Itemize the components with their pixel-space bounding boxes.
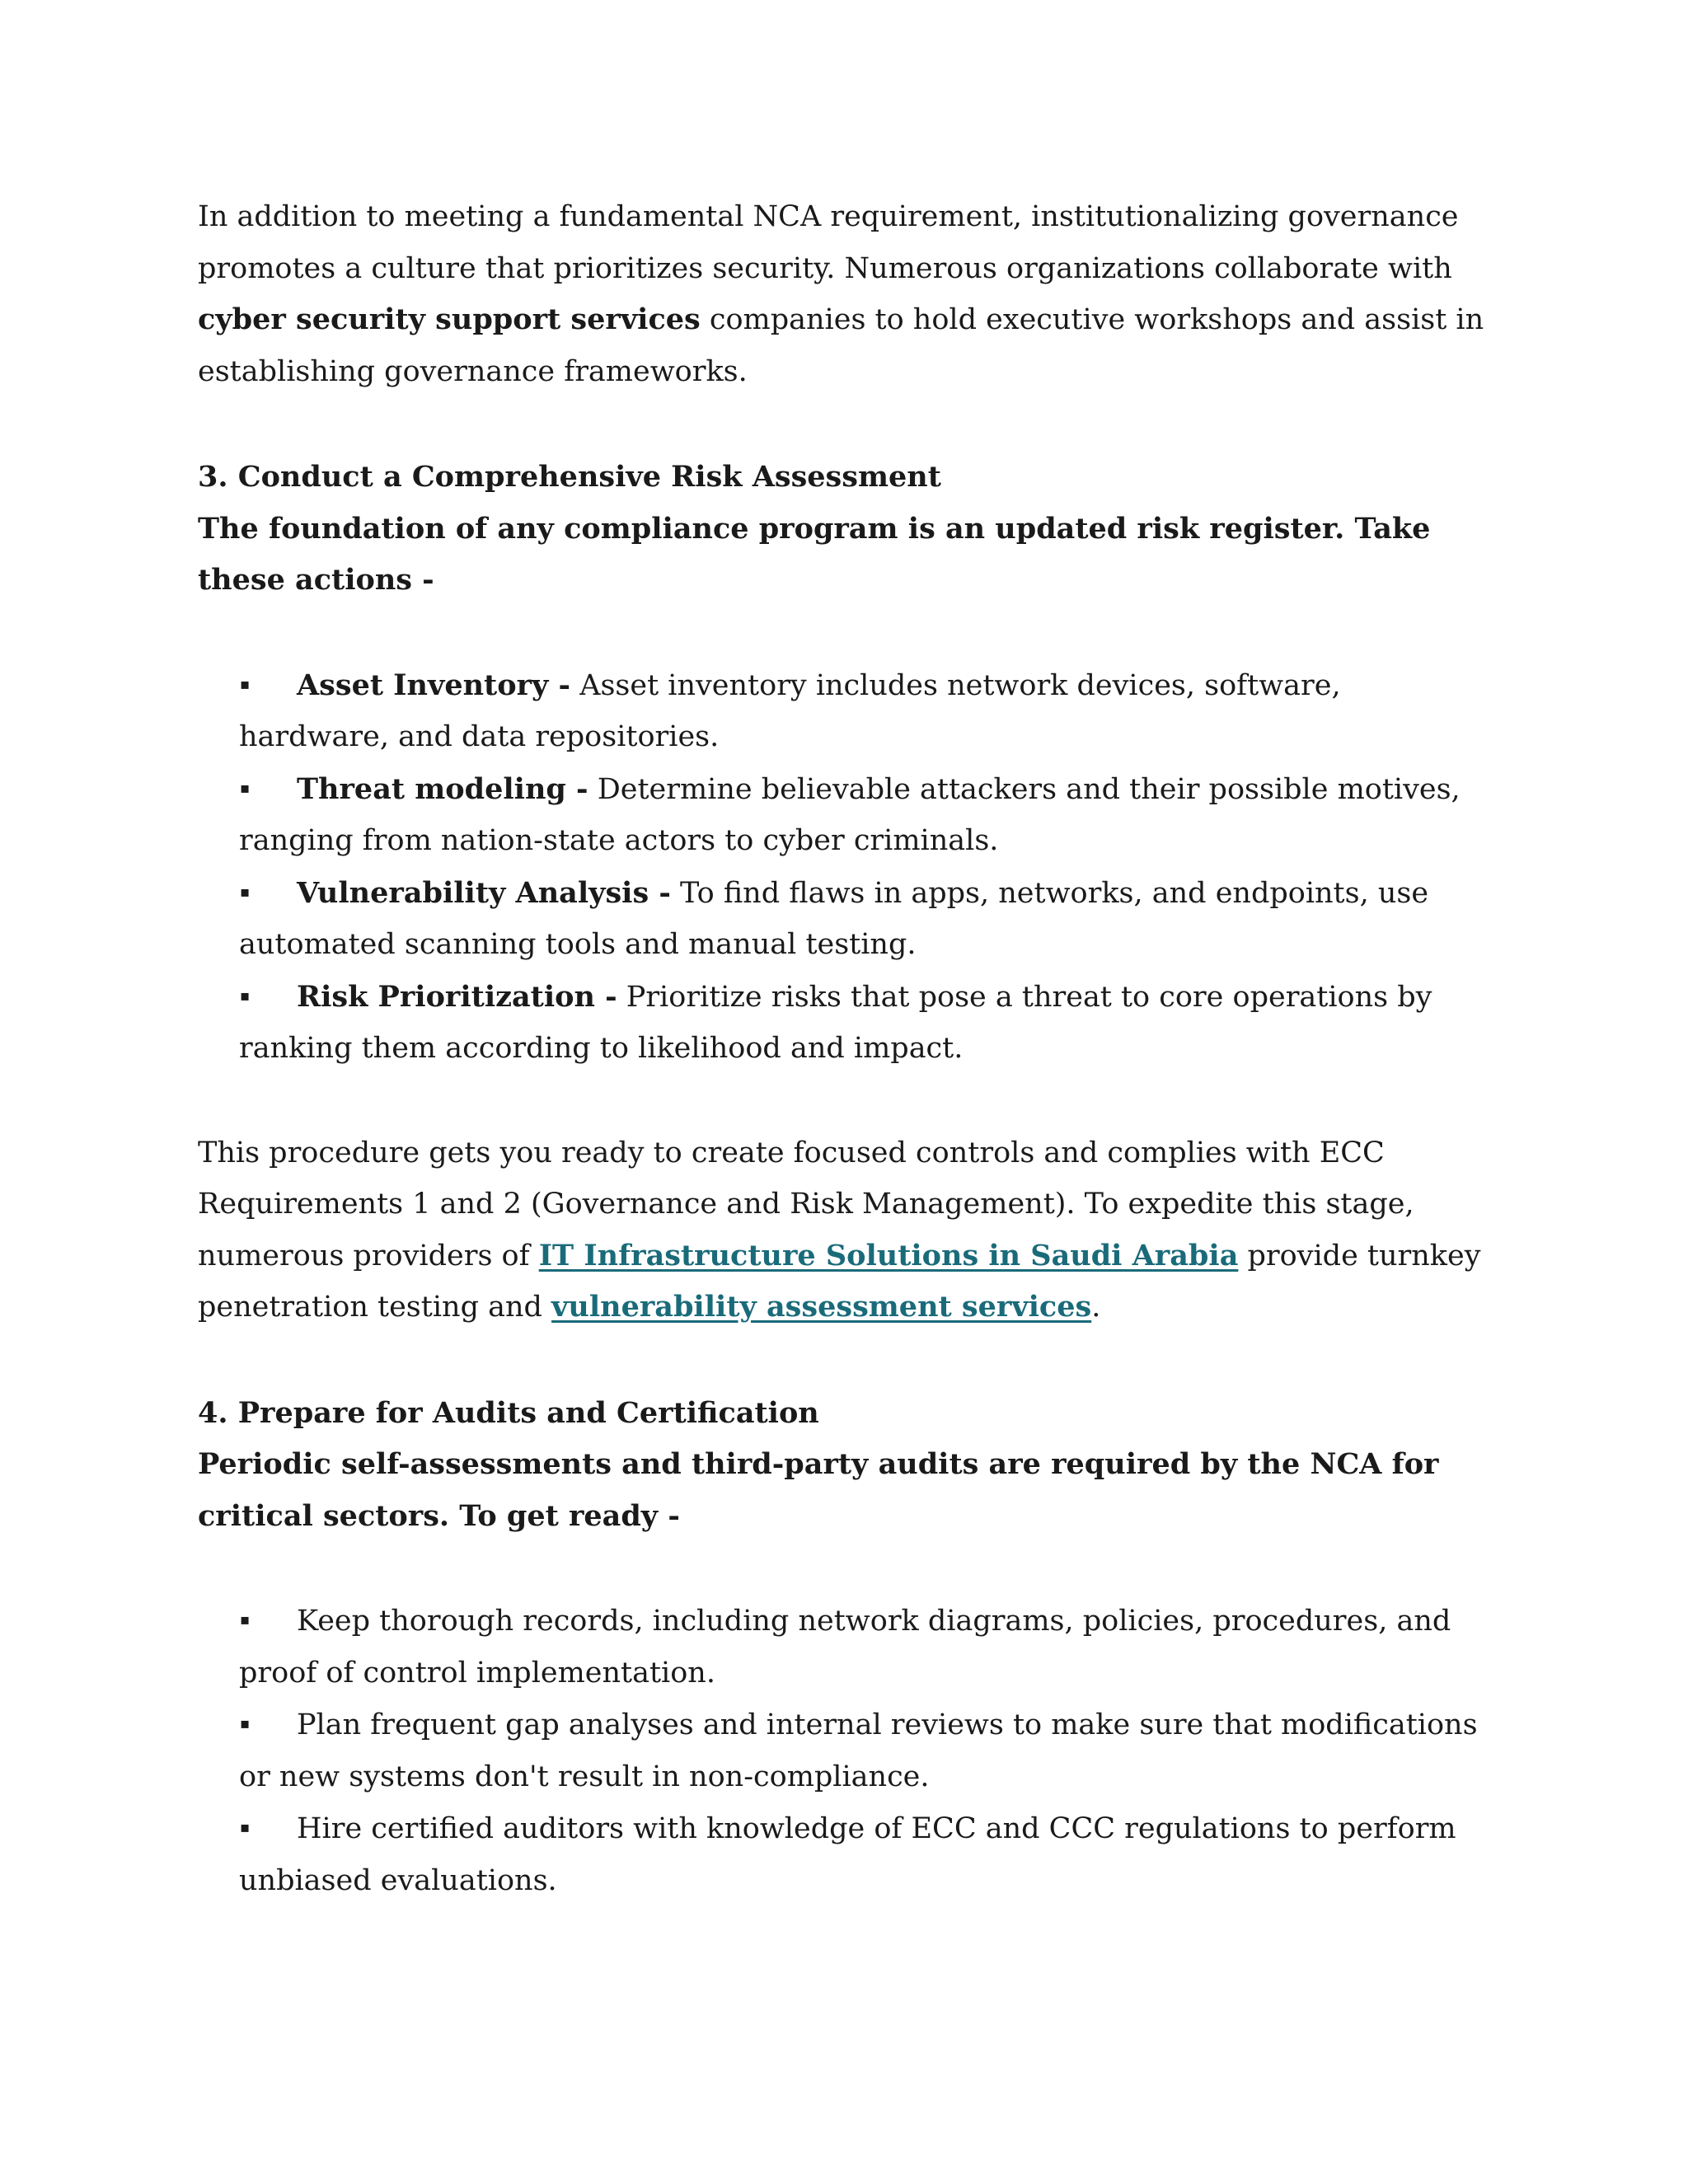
closing-text-2: provide turnkey penetration testing and bbox=[198, 1239, 1481, 1324]
section-4-heading: 4. Prepare for Audits and Certification bbox=[198, 1395, 819, 1430]
section-4-bullet-list bbox=[198, 1595, 1492, 1906]
square-bullet-icon: ▪ bbox=[240, 883, 251, 901]
intro-text-2: companies to hold executive workshops and assist in establishing governance frameworks. bbox=[198, 303, 1484, 388]
it-infrastructure-link[interactable]: IT Infrastructure Solutions in Saudi Arabia bbox=[538, 1238, 1239, 1272]
list-item-title: Asset Inventory - bbox=[297, 668, 571, 702]
intro-bold-phrase: cyber security support services bbox=[198, 302, 701, 336]
section-4-lead: Periodic self-assessments and third-party audits are required by the NCA for critical sectors. To get ready - bbox=[198, 1447, 1439, 1533]
square-bullet-icon: ▪ bbox=[240, 1819, 251, 1836]
closing-text-1: This procedure gets you ready to create focused controls and complies with ECC Requirements 1 and 2 (Governance and Risk Management). To expedite this stage, numerous providers of bbox=[198, 1136, 1414, 1272]
square-bullet-icon: ▪ bbox=[240, 987, 251, 1005]
list-item-text: Determine believable attackers and their possible motives, ranging from nation-state actors to cyber criminals. bbox=[239, 772, 1461, 857]
square-bullet-icon: ▪ bbox=[240, 675, 251, 693]
list-item bbox=[239, 1595, 1492, 1699]
list-item-title: Threat modeling - bbox=[297, 771, 588, 806]
section-3-lead: The foundation of any compliance program is an updated risk register. Take these actions - bbox=[198, 511, 1431, 597]
list-item-text: Plan frequent gap analyses and internal reviews to make sure that modifications or new systems don't result in non-compliance. bbox=[239, 1708, 1478, 1793]
list-item-text: Prioritize risks that pose a threat to core operations by ranking them according to likelihood and impact. bbox=[239, 980, 1432, 1065]
list-item bbox=[239, 659, 1492, 763]
section-3-heading: 3. Conduct a Comprehensive Risk Assessment bbox=[198, 460, 941, 494]
square-bullet-icon: ▪ bbox=[240, 779, 251, 797]
list-item-text: To find flaws in apps, networks, and endpoints, use automated scanning tools and manual testing. bbox=[239, 876, 1429, 961]
list-item-text: Asset inventory includes network devices, software, hardware, and data repositories. bbox=[239, 668, 1341, 753]
intro-text-1: In addition to meeting a fundamental NCA requirement, institutionalizing governance promotes a culture that prioritizes security. Numerous organizations collaborate with bbox=[198, 200, 1459, 285]
list-item bbox=[239, 763, 1492, 867]
square-bullet-icon: ▪ bbox=[240, 1611, 251, 1629]
list-item bbox=[239, 867, 1492, 971]
square-bullet-icon: ▪ bbox=[240, 1715, 251, 1732]
intro-paragraph bbox=[198, 191, 1492, 397]
closing-text-3: . bbox=[1091, 1291, 1101, 1324]
list-item-text: Keep thorough records, including network diagrams, policies, procedures, and proof of control implementation. bbox=[239, 1605, 1451, 1690]
list-item bbox=[239, 1699, 1492, 1802]
list-item-title: Vulnerability Analysis - bbox=[297, 875, 671, 910]
vulnerability-assessment-link[interactable]: vulnerability assessment services bbox=[551, 1290, 1092, 1324]
document-page bbox=[198, 191, 1492, 1906]
list-item bbox=[239, 1802, 1492, 1906]
section-3-bullet-list bbox=[198, 659, 1492, 1075]
list-item bbox=[239, 971, 1492, 1075]
section-3-closing-paragraph bbox=[198, 1127, 1492, 1333]
list-item-title: Risk Prioritization - bbox=[297, 979, 617, 1014]
list-item-text: Hire certified auditors with knowledge of ECC and CCC regulations to perform unbiased evaluations. bbox=[239, 1812, 1456, 1897]
